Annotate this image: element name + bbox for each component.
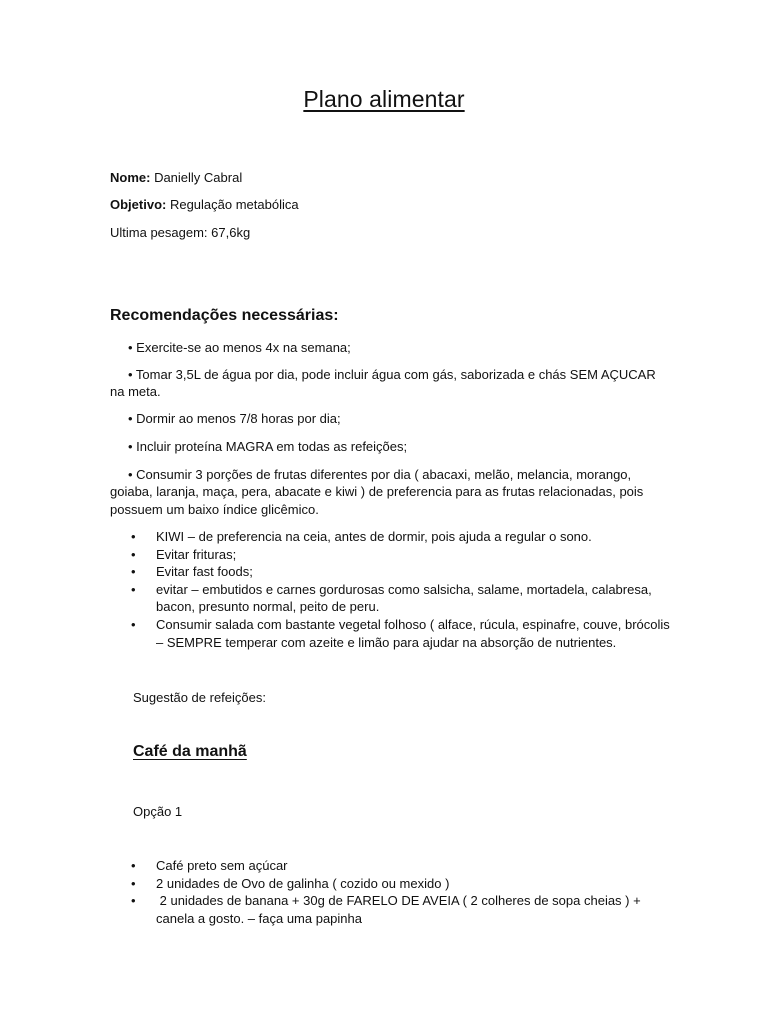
list-item: [110, 581, 670, 616]
list-item: [110, 528, 670, 546]
breakfast-heading: Café da manhã: [133, 743, 247, 760]
name-field: [110, 169, 242, 186]
objective-label: Objetivo:: [110, 197, 167, 212]
bullet-icon: •: [131, 581, 136, 597]
breakfast-item-list: [110, 857, 670, 927]
recommendation-item: [110, 410, 658, 427]
recommendations-heading: Recomendações necessárias:: [110, 307, 339, 324]
list-item-text: 2 unidades de banana + 30g de FARELO DE AVEIA ( 2 colheres de sopa cheias ) + canela a gosto. – faça uma papinha: [156, 893, 645, 926]
list-item: [110, 892, 670, 927]
last-weighing: Ultima pesagem: 67,6kg: [110, 225, 251, 240]
list-item: [110, 563, 670, 581]
bullet-icon: •: [131, 529, 136, 544]
recommendation-item: [110, 366, 658, 401]
recommendation-text: • Tomar 3,5L de água por dia, pode incluir água com gás, saborizada e chás SEM AÇUCAR na meta.: [110, 367, 656, 400]
recommendation-text: • Incluir proteína MAGRA em todas as refeições;: [128, 439, 408, 454]
objective-field: [110, 196, 299, 213]
document-title: Plano alimentar: [303, 86, 465, 112]
recommendation-text: • Consumir 3 porções de frutas diferentes por dia ( abacaxi, melão, melancia, morango, goiaba, laranja, maça, pera, abacate e kiwi ) de preferencia para as frutas relacionadas, pois possuem um baixo índice glicêmico.: [110, 467, 644, 517]
list-item-text: Evitar frituras;: [156, 546, 237, 562]
bullet-icon: •: [131, 858, 136, 873]
bullet-icon: •: [131, 546, 136, 562]
bullet-icon: •: [131, 875, 136, 891]
recommendation-text: • Dormir ao menos 7/8 horas por dia;: [128, 411, 341, 426]
list-item-text: Evitar fast foods;: [156, 564, 253, 580]
recommendation-item: [110, 466, 658, 518]
name-value: Danielly Cabral: [150, 170, 243, 185]
list-item-text: 2 unidades de Ovo de galinha ( cozido ou mexido ): [156, 875, 450, 891]
bullet-icon: •: [131, 616, 136, 632]
bullet-icon: •: [131, 893, 136, 909]
recommendation-item: [110, 339, 658, 356]
name-label: Nome:: [110, 170, 151, 185]
list-item: [110, 546, 670, 564]
recommendation-item: [110, 438, 658, 455]
list-item-text: Café preto sem açúcar: [156, 858, 288, 873]
meal-suggestion-label: Sugestão de refeições:: [133, 690, 266, 705]
list-item: [110, 857, 670, 875]
list-item-text: evitar – embutidos e carnes gordurosas como salsicha, salame, mortadela, calabresa, bacon, presunto normal, peito de peru.: [156, 581, 652, 615]
recommendation-bullet-list: [110, 528, 670, 651]
bullet-icon: •: [131, 564, 136, 580]
list-item: [110, 616, 670, 651]
list-item-text: Consumir salada com bastante vegetal folhoso ( alface, rúcula, espinafre, couve, brócolis – SEMPRE temperar com azeite e limão para ajudar na absorção de nutrientes.: [156, 616, 670, 650]
list-item-text: KIWI – de preferencia na ceia, antes de dormir, pois ajuda a regular o sono.: [156, 529, 592, 544]
objective-value: Regulação metabólica: [166, 197, 299, 212]
recommendation-text: • Exercite-se ao menos 4x na semana;: [128, 340, 351, 355]
option-label: Opção 1: [133, 804, 183, 819]
list-item: [110, 875, 670, 893]
